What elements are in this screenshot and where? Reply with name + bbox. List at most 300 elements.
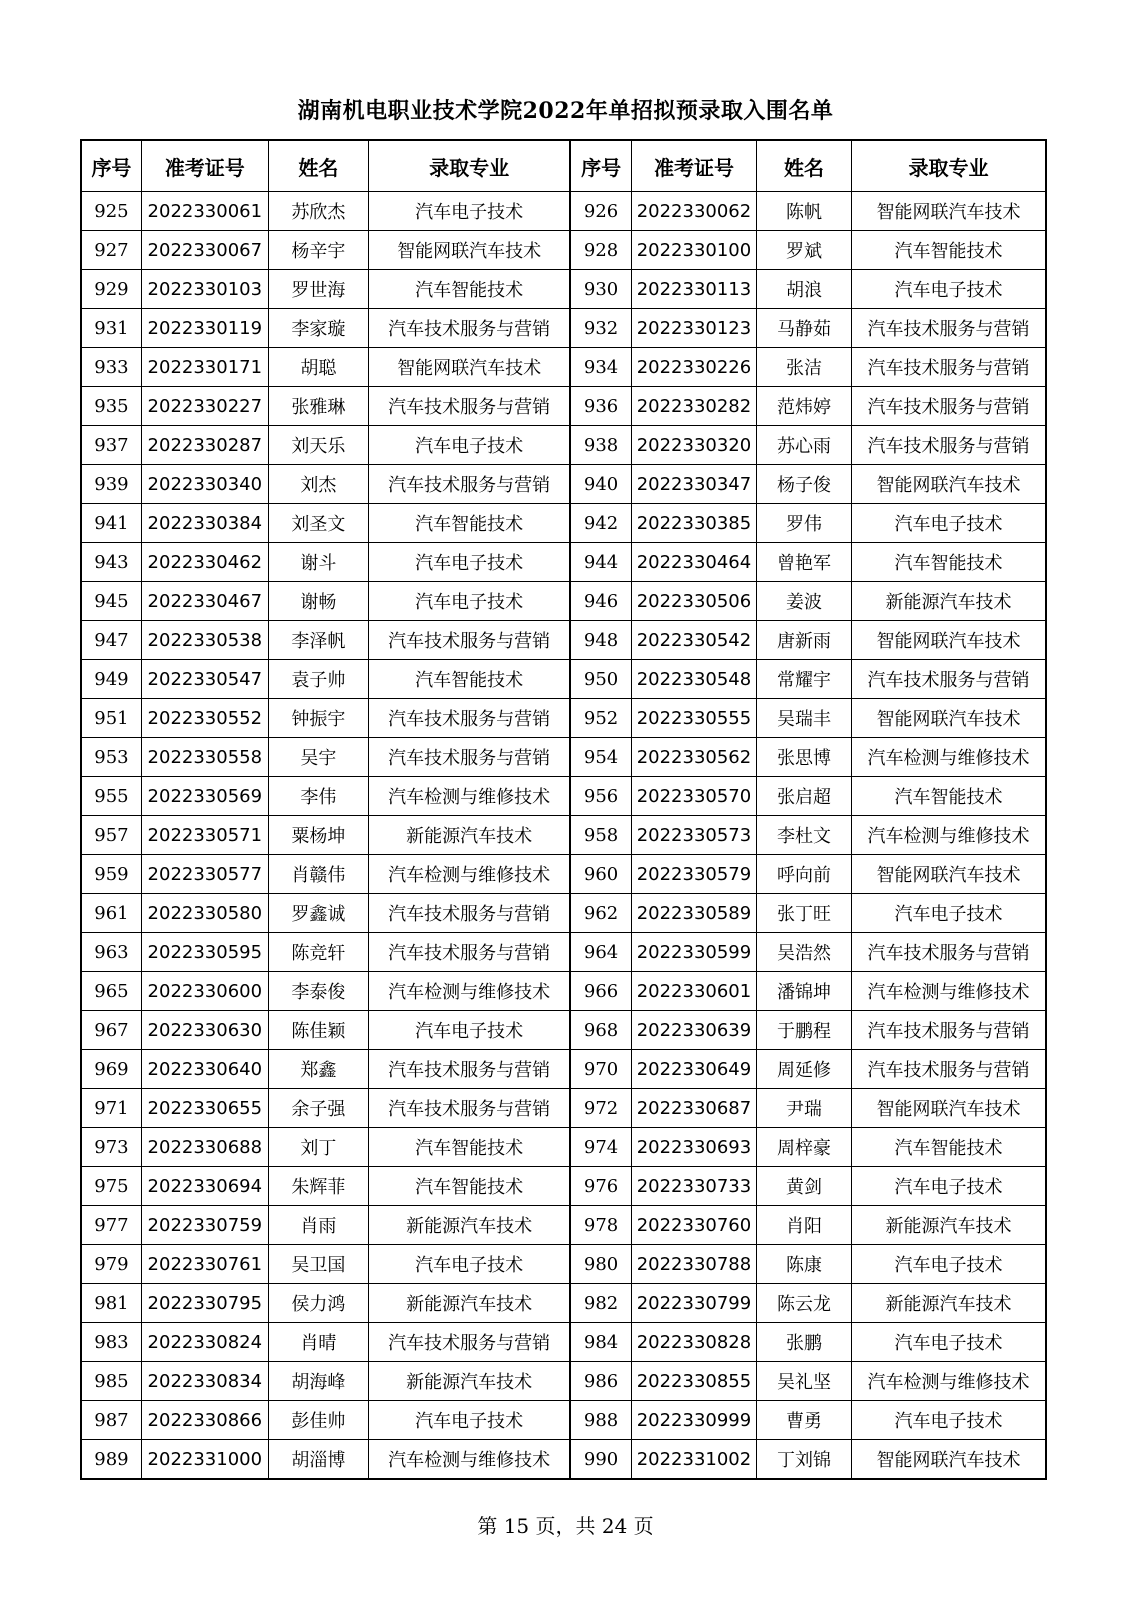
cell-exam-id-left: 2022330595 — [141, 933, 268, 972]
table-row — [81, 465, 1046, 504]
cell-exam-id-right: 2022330385 — [632, 504, 757, 543]
cell-exam-id-right: 2022330542 — [632, 621, 757, 660]
cell-major-right: 汽车技术服务与营销 — [852, 1011, 1046, 1050]
cell-exam-id-left: 2022330866 — [141, 1401, 268, 1440]
cell-major-right: 汽车技术服务与营销 — [852, 309, 1046, 348]
cell-seq-left: 929 — [81, 270, 141, 309]
header-seq-left: 序号 — [81, 140, 141, 192]
cell-seq-left: 969 — [81, 1050, 141, 1089]
cell-major-left: 汽车技术服务与营销 — [369, 699, 571, 738]
admission-roster-table — [80, 139, 1047, 1480]
cell-seq-left: 941 — [81, 504, 141, 543]
cell-seq-right: 944 — [570, 543, 631, 582]
cell-exam-id-left: 2022330795 — [141, 1284, 268, 1323]
page-footer — [0, 1510, 1131, 1539]
cell-major-right: 汽车智能技术 — [852, 543, 1046, 582]
cell-name-left: 胡淄博 — [268, 1440, 368, 1480]
cell-exam-id-left: 2022330655 — [141, 1089, 268, 1128]
table-row — [81, 1089, 1046, 1128]
cell-name-right: 陈康 — [756, 1245, 851, 1284]
cell-exam-id-left: 2022330569 — [141, 777, 268, 816]
cell-name-right: 呼向前 — [756, 855, 851, 894]
cell-exam-id-left: 2022330824 — [141, 1323, 268, 1362]
cell-seq-right: 978 — [570, 1206, 631, 1245]
cell-exam-id-right: 2022330100 — [632, 231, 757, 270]
cell-major-right: 汽车智能技术 — [852, 777, 1046, 816]
cell-name-right: 杨子俊 — [756, 465, 851, 504]
cell-seq-left: 951 — [81, 699, 141, 738]
footer-prefix: 第 — [477, 1514, 504, 1538]
cell-major-left: 汽车电子技术 — [369, 582, 571, 621]
table-row — [81, 621, 1046, 660]
cell-exam-id-right: 2022330555 — [632, 699, 757, 738]
cell-major-right: 汽车电子技术 — [852, 504, 1046, 543]
table-row — [81, 348, 1046, 387]
cell-exam-id-left: 2022330580 — [141, 894, 268, 933]
cell-name-right: 周梓豪 — [756, 1128, 851, 1167]
cell-major-left: 汽车智能技术 — [369, 660, 571, 699]
table-row — [81, 1167, 1046, 1206]
cell-seq-left: 985 — [81, 1362, 141, 1401]
cell-seq-right: 956 — [570, 777, 631, 816]
header-major-right: 录取专业 — [852, 140, 1046, 192]
cell-major-left: 汽车技术服务与营销 — [369, 1089, 571, 1128]
cell-seq-left: 931 — [81, 309, 141, 348]
cell-major-left: 汽车技术服务与营销 — [369, 465, 571, 504]
footer-total-pages: 24 — [601, 1514, 628, 1538]
cell-name-right: 张启超 — [756, 777, 851, 816]
cell-exam-id-left: 2022330552 — [141, 699, 268, 738]
table-row — [81, 387, 1046, 426]
cell-name-left: 罗世海 — [268, 270, 368, 309]
cell-name-right: 黄剑 — [756, 1167, 851, 1206]
cell-seq-left: 935 — [81, 387, 141, 426]
cell-name-left: 肖晴 — [268, 1323, 368, 1362]
cell-name-left: 钟振宇 — [268, 699, 368, 738]
cell-name-left: 朱辉菲 — [268, 1167, 368, 1206]
header-exam-id-right: 准考证号 — [632, 140, 757, 192]
cell-major-left: 汽车技术服务与营销 — [369, 1323, 571, 1362]
cell-name-right: 吴瑞丰 — [756, 699, 851, 738]
cell-name-left: 吴宇 — [268, 738, 368, 777]
table-row — [81, 309, 1046, 348]
cell-major-right: 汽车智能技术 — [852, 1128, 1046, 1167]
header-exam-id-left: 准考证号 — [141, 140, 268, 192]
cell-seq-right: 946 — [570, 582, 631, 621]
cell-exam-id-left: 2022330340 — [141, 465, 268, 504]
cell-name-left: 刘杰 — [268, 465, 368, 504]
cell-major-left: 汽车检测与维修技术 — [369, 777, 571, 816]
cell-name-right: 尹瑞 — [756, 1089, 851, 1128]
cell-seq-right: 980 — [570, 1245, 631, 1284]
table-row — [81, 816, 1046, 855]
cell-name-left: 吴卫国 — [268, 1245, 368, 1284]
cell-exam-id-left: 2022330287 — [141, 426, 268, 465]
table-row — [81, 1011, 1046, 1050]
footer-page-number: 15 — [503, 1514, 530, 1538]
table-row — [81, 504, 1046, 543]
cell-major-right: 汽车技术服务与营销 — [852, 933, 1046, 972]
cell-major-right: 汽车检测与维修技术 — [852, 738, 1046, 777]
cell-name-left: 粟杨坤 — [268, 816, 368, 855]
cell-exam-id-right: 2022330573 — [632, 816, 757, 855]
cell-major-right: 智能网联汽车技术 — [852, 621, 1046, 660]
cell-seq-right: 966 — [570, 972, 631, 1011]
table-row — [81, 738, 1046, 777]
cell-major-right: 汽车电子技术 — [852, 1323, 1046, 1362]
cell-name-left: 肖雨 — [268, 1206, 368, 1245]
cell-name-left: 胡海峰 — [268, 1362, 368, 1401]
cell-exam-id-left: 2022330103 — [141, 270, 268, 309]
footer-suffix: 页 — [627, 1514, 654, 1538]
header-name-right: 姓名 — [756, 140, 851, 192]
table-row — [81, 426, 1046, 465]
cell-name-right: 罗斌 — [756, 231, 851, 270]
cell-major-right: 汽车电子技术 — [852, 1245, 1046, 1284]
cell-seq-right: 940 — [570, 465, 631, 504]
cell-name-right: 陈云龙 — [756, 1284, 851, 1323]
cell-exam-id-left: 2022330467 — [141, 582, 268, 621]
cell-major-right: 智能网联汽车技术 — [852, 1440, 1046, 1480]
cell-exam-id-left: 2022330227 — [141, 387, 268, 426]
cell-name-right: 苏心雨 — [756, 426, 851, 465]
cell-exam-id-right: 2022330788 — [632, 1245, 757, 1284]
cell-major-right: 新能源汽车技术 — [852, 1284, 1046, 1323]
table-row — [81, 894, 1046, 933]
cell-exam-id-left: 2022330834 — [141, 1362, 268, 1401]
cell-seq-left: 971 — [81, 1089, 141, 1128]
cell-exam-id-left: 2022330462 — [141, 543, 268, 582]
cell-name-left: 李伟 — [268, 777, 368, 816]
cell-seq-right: 932 — [570, 309, 631, 348]
cell-major-right: 汽车电子技术 — [852, 1167, 1046, 1206]
cell-exam-id-right: 2022330733 — [632, 1167, 757, 1206]
cell-exam-id-left: 2022330171 — [141, 348, 268, 387]
cell-seq-left: 979 — [81, 1245, 141, 1284]
cell-name-left: 谢斗 — [268, 543, 368, 582]
cell-major-right: 汽车技术服务与营销 — [852, 660, 1046, 699]
cell-exam-id-right: 2022330464 — [632, 543, 757, 582]
cell-name-right: 肖阳 — [756, 1206, 851, 1245]
cell-name-left: 谢畅 — [268, 582, 368, 621]
table-row — [81, 1206, 1046, 1245]
cell-exam-id-left: 2022330547 — [141, 660, 268, 699]
cell-seq-right: 952 — [570, 699, 631, 738]
cell-exam-id-left: 2022330600 — [141, 972, 268, 1011]
cell-name-left: 胡聪 — [268, 348, 368, 387]
cell-major-left: 汽车智能技术 — [369, 1167, 571, 1206]
table-row — [81, 1245, 1046, 1284]
cell-seq-left: 967 — [81, 1011, 141, 1050]
cell-major-right: 新能源汽车技术 — [852, 582, 1046, 621]
cell-name-left: 李泰俊 — [268, 972, 368, 1011]
cell-exam-id-right: 2022330548 — [632, 660, 757, 699]
cell-major-left: 汽车技术服务与营销 — [369, 738, 571, 777]
cell-major-left: 新能源汽车技术 — [369, 1206, 571, 1245]
cell-seq-left: 981 — [81, 1284, 141, 1323]
cell-major-right: 汽车检测与维修技术 — [852, 972, 1046, 1011]
table-header-row — [81, 140, 1046, 192]
cell-exam-id-right: 2022330062 — [632, 192, 757, 231]
cell-seq-right: 988 — [570, 1401, 631, 1440]
cell-name-left: 郑鑫 — [268, 1050, 368, 1089]
cell-name-right: 曾艳军 — [756, 543, 851, 582]
cell-major-left: 汽车智能技术 — [369, 504, 571, 543]
table-row — [81, 192, 1046, 231]
cell-major-right: 汽车技术服务与营销 — [852, 426, 1046, 465]
table-row — [81, 777, 1046, 816]
cell-exam-id-left: 2022330571 — [141, 816, 268, 855]
cell-major-left: 汽车技术服务与营销 — [369, 621, 571, 660]
cell-seq-left: 937 — [81, 426, 141, 465]
cell-seq-right: 938 — [570, 426, 631, 465]
cell-major-right: 汽车检测与维修技术 — [852, 1362, 1046, 1401]
cell-name-left: 李泽帆 — [268, 621, 368, 660]
cell-seq-left: 977 — [81, 1206, 141, 1245]
cell-seq-right: 990 — [570, 1440, 631, 1480]
table-row — [81, 1440, 1046, 1480]
cell-seq-right: 950 — [570, 660, 631, 699]
cell-exam-id-right: 2022330562 — [632, 738, 757, 777]
cell-seq-right: 948 — [570, 621, 631, 660]
cell-seq-right: 934 — [570, 348, 631, 387]
cell-exam-id-right: 2022330347 — [632, 465, 757, 504]
cell-name-right: 唐新雨 — [756, 621, 851, 660]
cell-major-left: 汽车检测与维修技术 — [369, 1440, 571, 1480]
cell-seq-right: 958 — [570, 816, 631, 855]
cell-exam-id-left: 2022330694 — [141, 1167, 268, 1206]
cell-name-right: 罗伟 — [756, 504, 851, 543]
cell-seq-left: 957 — [81, 816, 141, 855]
cell-name-left: 刘天乐 — [268, 426, 368, 465]
cell-exam-id-right: 2022330760 — [632, 1206, 757, 1245]
cell-seq-right: 960 — [570, 855, 631, 894]
cell-name-right: 姜波 — [756, 582, 851, 621]
cell-major-right: 汽车电子技术 — [852, 894, 1046, 933]
table-row — [81, 1323, 1046, 1362]
cell-exam-id-right: 2022330506 — [632, 582, 757, 621]
cell-name-right: 张洁 — [756, 348, 851, 387]
cell-exam-id-left: 2022330067 — [141, 231, 268, 270]
cell-major-left: 智能网联汽车技术 — [369, 348, 571, 387]
cell-major-left: 汽车电子技术 — [369, 1011, 571, 1050]
table-row — [81, 1362, 1046, 1401]
cell-seq-right: 982 — [570, 1284, 631, 1323]
cell-seq-left: 987 — [81, 1401, 141, 1440]
header-seq-right: 序号 — [570, 140, 631, 192]
table-row — [81, 660, 1046, 699]
cell-major-left: 汽车技术服务与营销 — [369, 387, 571, 426]
cell-name-left: 彭佳帅 — [268, 1401, 368, 1440]
cell-exam-id-right: 2022330855 — [632, 1362, 757, 1401]
cell-major-left: 汽车技术服务与营销 — [369, 894, 571, 933]
header-major-left: 录取专业 — [369, 140, 571, 192]
cell-seq-left: 943 — [81, 543, 141, 582]
cell-seq-right: 974 — [570, 1128, 631, 1167]
table-row — [81, 855, 1046, 894]
cell-exam-id-right: 2022330799 — [632, 1284, 757, 1323]
cell-major-left: 汽车电子技术 — [369, 426, 571, 465]
cell-major-left: 汽车技术服务与营销 — [369, 933, 571, 972]
cell-exam-id-right: 2022330226 — [632, 348, 757, 387]
cell-major-right: 新能源汽车技术 — [852, 1206, 1046, 1245]
cell-name-right: 李杜文 — [756, 816, 851, 855]
cell-exam-id-left: 2022330577 — [141, 855, 268, 894]
cell-major-right: 智能网联汽车技术 — [852, 1089, 1046, 1128]
table-row — [81, 1401, 1046, 1440]
cell-major-left: 汽车检测与维修技术 — [369, 972, 571, 1011]
cell-name-right: 马静茹 — [756, 309, 851, 348]
header-name-left: 姓名 — [268, 140, 368, 192]
cell-exam-id-right: 2022331002 — [632, 1440, 757, 1480]
table-body — [81, 192, 1046, 1480]
cell-major-left: 汽车技术服务与营销 — [369, 309, 571, 348]
cell-major-right: 智能网联汽车技术 — [852, 699, 1046, 738]
cell-exam-id-right: 2022330639 — [632, 1011, 757, 1050]
cell-seq-right: 986 — [570, 1362, 631, 1401]
cell-seq-left: 939 — [81, 465, 141, 504]
cell-exam-id-left: 2022330558 — [141, 738, 268, 777]
cell-exam-id-left: 2022330761 — [141, 1245, 268, 1284]
cell-name-left: 陈竞轩 — [268, 933, 368, 972]
cell-exam-id-left: 2022330759 — [141, 1206, 268, 1245]
cell-seq-right: 936 — [570, 387, 631, 426]
table-row — [81, 1128, 1046, 1167]
cell-seq-right: 928 — [570, 231, 631, 270]
cell-name-left: 罗鑫诚 — [268, 894, 368, 933]
table-row — [81, 699, 1046, 738]
cell-exam-id-right: 2022330999 — [632, 1401, 757, 1440]
cell-seq-left: 947 — [81, 621, 141, 660]
cell-name-left: 侯力鸿 — [268, 1284, 368, 1323]
cell-exam-id-right: 2022330282 — [632, 387, 757, 426]
cell-name-left: 陈佳颖 — [268, 1011, 368, 1050]
cell-name-right: 吴礼坚 — [756, 1362, 851, 1401]
table-row — [81, 1284, 1046, 1323]
cell-seq-right: 926 — [570, 192, 631, 231]
cell-exam-id-right: 2022330579 — [632, 855, 757, 894]
cell-major-left: 汽车电子技术 — [369, 1401, 571, 1440]
cell-major-left: 汽车电子技术 — [369, 1245, 571, 1284]
cell-exam-id-right: 2022330320 — [632, 426, 757, 465]
cell-name-left: 苏欣杰 — [268, 192, 368, 231]
cell-seq-left: 959 — [81, 855, 141, 894]
cell-name-right: 胡浪 — [756, 270, 851, 309]
table-row — [81, 543, 1046, 582]
cell-major-left: 新能源汽车技术 — [369, 1362, 571, 1401]
cell-name-right: 张思博 — [756, 738, 851, 777]
footer-middle: 页，共 — [529, 1514, 602, 1538]
cell-exam-id-right: 2022330570 — [632, 777, 757, 816]
cell-name-right: 吴浩然 — [756, 933, 851, 972]
cell-exam-id-left: 2022330640 — [141, 1050, 268, 1089]
cell-seq-left: 983 — [81, 1323, 141, 1362]
table-row — [81, 1050, 1046, 1089]
cell-seq-left: 955 — [81, 777, 141, 816]
cell-seq-right: 962 — [570, 894, 631, 933]
cell-seq-right: 970 — [570, 1050, 631, 1089]
cell-seq-left: 945 — [81, 582, 141, 621]
cell-major-left: 汽车检测与维修技术 — [369, 855, 571, 894]
cell-name-right: 丁刘锦 — [756, 1440, 851, 1480]
cell-name-left: 杨辛宇 — [268, 231, 368, 270]
cell-major-left: 新能源汽车技术 — [369, 816, 571, 855]
cell-name-left: 张雅琳 — [268, 387, 368, 426]
cell-name-right: 潘锦坤 — [756, 972, 851, 1011]
cell-exam-id-left: 2022330061 — [141, 192, 268, 231]
cell-name-right: 陈帆 — [756, 192, 851, 231]
cell-seq-left: 927 — [81, 231, 141, 270]
cell-exam-id-right: 2022330589 — [632, 894, 757, 933]
cell-name-right: 张鹏 — [756, 1323, 851, 1362]
cell-major-right: 汽车检测与维修技术 — [852, 816, 1046, 855]
cell-major-right: 智能网联汽车技术 — [852, 192, 1046, 231]
cell-exam-id-right: 2022330687 — [632, 1089, 757, 1128]
cell-exam-id-right: 2022330599 — [632, 933, 757, 972]
cell-name-right: 曹勇 — [756, 1401, 851, 1440]
cell-seq-left: 989 — [81, 1440, 141, 1480]
cell-major-left: 汽车电子技术 — [369, 543, 571, 582]
table-row — [81, 972, 1046, 1011]
cell-exam-id-right: 2022330649 — [632, 1050, 757, 1089]
cell-major-right: 汽车电子技术 — [852, 270, 1046, 309]
cell-name-left: 袁子帅 — [268, 660, 368, 699]
cell-seq-left: 953 — [81, 738, 141, 777]
cell-exam-id-right: 2022330113 — [632, 270, 757, 309]
cell-name-left: 李家璇 — [268, 309, 368, 348]
cell-exam-id-left: 2022330384 — [141, 504, 268, 543]
table-row — [81, 270, 1046, 309]
cell-name-right: 张丁旺 — [756, 894, 851, 933]
cell-major-left: 汽车技术服务与营销 — [369, 1050, 571, 1089]
cell-major-right: 汽车技术服务与营销 — [852, 348, 1046, 387]
cell-exam-id-left: 2022330119 — [141, 309, 268, 348]
cell-name-left: 肖赣伟 — [268, 855, 368, 894]
table-row — [81, 231, 1046, 270]
cell-major-right: 汽车技术服务与营销 — [852, 1050, 1046, 1089]
cell-name-left: 余子强 — [268, 1089, 368, 1128]
cell-seq-right: 984 — [570, 1323, 631, 1362]
cell-exam-id-right: 2022330601 — [632, 972, 757, 1011]
cell-seq-left: 925 — [81, 192, 141, 231]
document-title: 湖南机电职业技术学院2022年单招拟预录取入围名单 — [297, 98, 834, 124]
cell-seq-left: 933 — [81, 348, 141, 387]
cell-name-left: 刘圣文 — [268, 504, 368, 543]
cell-exam-id-right: 2022330693 — [632, 1128, 757, 1167]
table-row — [81, 582, 1046, 621]
cell-major-right: 汽车电子技术 — [852, 1401, 1046, 1440]
cell-major-left: 汽车智能技术 — [369, 270, 571, 309]
cell-name-right: 于鹏程 — [756, 1011, 851, 1050]
cell-major-right: 汽车智能技术 — [852, 231, 1046, 270]
cell-exam-id-right: 2022330828 — [632, 1323, 757, 1362]
cell-exam-id-left: 2022330688 — [141, 1128, 268, 1167]
cell-seq-left: 965 — [81, 972, 141, 1011]
cell-exam-id-left: 2022331000 — [141, 1440, 268, 1480]
cell-seq-right: 972 — [570, 1089, 631, 1128]
cell-exam-id-right: 2022330123 — [632, 309, 757, 348]
cell-major-right: 智能网联汽车技术 — [852, 855, 1046, 894]
cell-exam-id-left: 2022330538 — [141, 621, 268, 660]
cell-name-right: 周延修 — [756, 1050, 851, 1089]
cell-name-left: 刘丁 — [268, 1128, 368, 1167]
cell-seq-left: 973 — [81, 1128, 141, 1167]
cell-major-left: 新能源汽车技术 — [369, 1284, 571, 1323]
cell-seq-right: 976 — [570, 1167, 631, 1206]
cell-seq-left: 963 — [81, 933, 141, 972]
cell-major-left: 汽车电子技术 — [369, 192, 571, 231]
table-row — [81, 933, 1046, 972]
